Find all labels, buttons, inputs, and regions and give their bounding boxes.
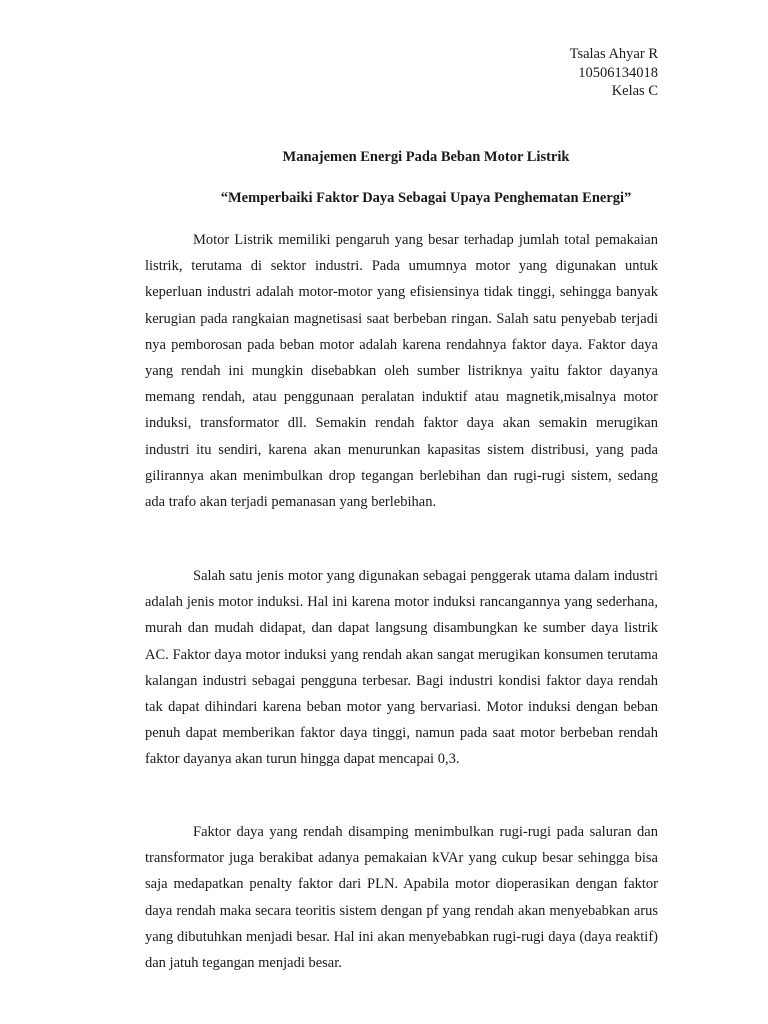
document-subtitle: “Memperbaiki Faktor Daya Sebagai Upaya Penghematan Energi”	[220, 190, 632, 206]
document-title: Manajemen Energi Pada Beban Motor Listrik	[282, 149, 570, 165]
author-name: Tsalas Ahyar R	[569, 46, 658, 62]
paragraph-1: Motor Listrik memiliki pengaruh yang besar terhadap jumlah total pemakaian listrik, terutama di sektor industri. Pada umumnya motor yang digunakan untuk keperluan industri adalah motor-motor yang efisiensinya tidak tinggi, sehingga banyak kerugian pada rangkaian magnetisasi saat berbeban ringan. Salah satu penyebab terjadi nya pemborosan pada beban motor adalah karena rendahnya faktor daya. Faktor daya yang rendah ini mungkin disebabkan oleh sumber listriknya yaitu faktor dayanya memang rendah, atau penggunaan peralatan induktif atau magnetik,misalnya motor induksi, transformator dll. Semakin rendah faktor daya akan semakin merugikan industri itu sendiri, karena akan menurunkan kapasitas sistem distribusi, yang pada gilirannya akan menimbulkan drop tegangan berlebihan dan rugi-rugi sistem, sedang ada trafo akan terjadi pemanasan yang berlebihan.	[145, 232, 658, 511]
class-label: Kelas C	[611, 83, 658, 99]
paragraph-2: Salah satu jenis motor yang digunakan sebagai penggerak utama dalam industri adalah jenis motor induksi. Hal ini karena motor induksi rancangannya yang sederhana, murah dan mudah didapat, dan dapat langsung disambungkan ke sumber daya listrik AC. Faktor daya motor induksi yang rendah akan sangat merugikan konsumen terutama kalangan industri sebagai pengguna terbesar. Bagi industri kondisi faktor daya rendah tak dapat dihindari karena beban motor yang bervariasi. Motor induksi dengan beban penuh dapat memberikan faktor daya tinggi, namun pada saat motor berbeban rendah faktor dayanya akan turun hingga dapat mencapai 0,3.	[145, 568, 658, 768]
paragraph-3: Faktor daya yang rendah disamping menimbulkan rugi-rugi pada saluran dan transformator juga berakibat adanya pemakaian kVAr yang cukup besar sehingga bisa saja medapatkan penalty faktor dari PLN. Apabila motor dioperasikan dengan faktor daya rendah maka secara teoritis sistem dengan pf yang rendah akan menyebabkan arus yang dibutuhkan menjadi besar. Hal ini akan menyebabkan rugi-rugi daya (daya reaktif) dan jatuh tegangan menjadi besar.	[145, 824, 658, 972]
student-id: 10506134018	[578, 64, 658, 81]
author-block	[570, 45, 658, 101]
